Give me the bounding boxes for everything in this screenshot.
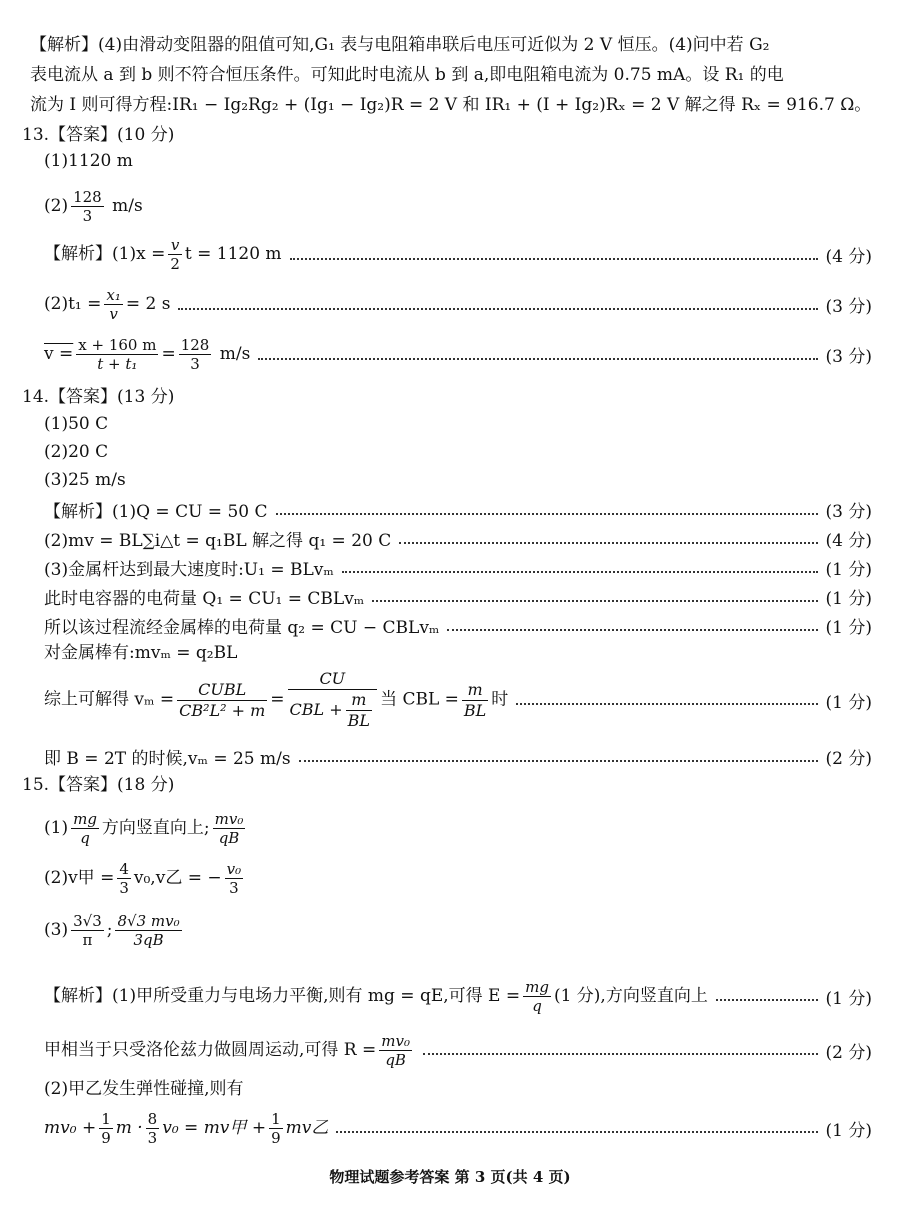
q14-solution-3: (3)金属杆达到最大速度时:U₁ = BLvₘ (1 分) <box>44 555 872 580</box>
score: (3 分) <box>825 502 872 522</box>
q14-solution-1: 【解析】(1)Q = CU = 50 C (3 分) <box>44 497 872 522</box>
score: (1 分) <box>825 1120 872 1141</box>
score: (3 分) <box>825 347 872 367</box>
q13-solution-2: (2)t₁ = $\frac{\text{x₁}}{v}$ = 2 s (3 分) <box>44 286 872 323</box>
score: (1 分) <box>825 988 872 1009</box>
q15-answer-1: (1) $\frac{mg}{q}$ 方向竖直向上; $\frac{\text{mv₀}}{qB}$ <box>44 810 244 847</box>
score: (1 分) <box>825 618 872 638</box>
q14-header: 14.【答案】(13 分) <box>22 387 175 407</box>
q14-solution-5: 所以该过程流经金属棒的电荷量 q₂ = CU − CBLvₘ (1 分) <box>44 613 872 638</box>
score: (1 分) <box>825 560 872 580</box>
intro-line-2: 表电流从 a 到 b 则不符合恒压条件。可知此时电流从 b 到 a,即电阻箱电流为 0.75 mA。设 R₁ 的电 <box>30 65 784 85</box>
q15-answer-3: (3) $\frac{3√3}{\pi}$ ; $\frac{\text{8√3 mv₀}}{3qB}$ <box>44 912 180 949</box>
q13-solution-3: v = $\frac{x + 160 m}{\text{t + t₁}}$ = $\frac{128}{3}$ m/s (3 分) <box>44 336 872 373</box>
q15-answer-2: (2)v甲 = $\frac{4}{3}$ v₀,v乙 = − $\frac{\text{v₀}}{3}$ <box>44 860 242 897</box>
q13-answer-1: (1)1120 m <box>44 151 133 171</box>
q14-solution-7: 综上可解得 vₘ = $\frac{\text{CUBL}}{\text{CB²L² + m}}$ = CU CBL + $\frac{m}{BL}$ 当 CBL = $\frac{m}{BL}$ 时 (1 分) <box>44 669 872 730</box>
score: (1 分) <box>825 692 872 713</box>
q14-solution-2: (2)mv = BL∑i△t = q₁BL 解之得 q₁ = 20 C (4 分) <box>44 526 872 551</box>
q15-header: 15.【答案】(18 分) <box>22 775 175 795</box>
q14-solution-8: 即 B = 2T 的时候,vₘ = 25 m/s (2 分) <box>44 744 872 769</box>
q15-solution-3: (2)甲乙发生弹性碰撞,则有 <box>44 1079 244 1099</box>
q14-solution-4: 此时电容器的电荷量 Q₁ = CU₁ = CBLvₘ (1 分) <box>44 584 872 609</box>
intro-line-3: 流为 I 则可得方程:IR₁ − Ig₂Rg₂ + (Ig₁ − Ig₂)R = 2 V 和 IR₁ + (I + Ig₂)Rₓ = 2 V 解之得 Rₓ = 916.7 Ω。 <box>30 95 872 115</box>
q13-solution-1: 【解析】(1)x = $\frac{v}{2}$ t = 1120 m (4 分) <box>44 236 872 273</box>
q13-header: 13.【答案】(10 分) <box>22 125 175 145</box>
q15-solution-4: mv₀ + $\frac{1}{9}$ m · $\frac{8}{3}$ v₀ = mv甲 + $\frac{1}{9}$ mv乙 (1 分) <box>44 1109 872 1147</box>
page-footer: 物理试题参考答案 第 3 页(共 4 页) <box>329 1168 571 1186</box>
score: (3 分) <box>825 297 872 317</box>
q13-answer-2: (2) $\frac{128}{3}$ m/s <box>44 188 143 225</box>
intro-line-1: 【解析】(4)由滑动变阻器的阻值可知,G₁ 表与电阻箱串联后电压可近似为 2 V 恒压。(4)问中若 G₂ <box>30 35 770 55</box>
score: (2 分) <box>825 1042 872 1063</box>
score: (2 分) <box>825 749 872 769</box>
score: (1 分) <box>825 589 872 609</box>
score: (4 分) <box>825 247 872 267</box>
q14-answer-2: (2)20 C <box>44 442 109 462</box>
score: (4 分) <box>825 531 872 551</box>
q14-answer-3: (3)25 m/s <box>44 470 126 490</box>
q14-solution-6: 对金属棒有:mvₘ = q₂BL <box>44 643 238 663</box>
q15-solution-2: 甲相当于只受洛伦兹力做圆周运动,可得 R = $\frac{\text{mv₀}}{qB}$ (2 分) <box>44 1031 872 1069</box>
q15-solution-1: 【解析】(1)甲所受重力与电场力平衡,则有 mg = qE,可得 E = $\frac{mg}{q}$ (1 分),方向竖直向上 (1 分) <box>44 977 872 1015</box>
q14-answer-1: (1)50 C <box>44 414 109 434</box>
